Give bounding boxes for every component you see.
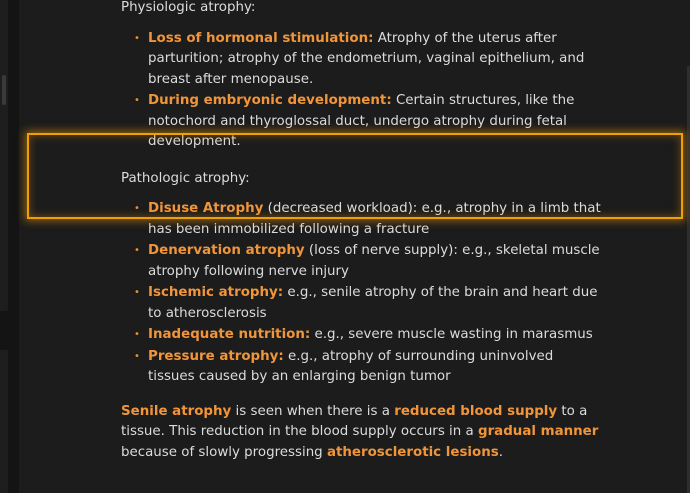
term: Loss of hormonal stimulation:	[148, 30, 374, 46]
description: (decreased workload): e.g., atrophy in a limb that has been immobilized following a fracture	[148, 201, 601, 237]
term: During embryonic development:	[148, 93, 392, 108]
text-run: because of slowly progressing	[121, 444, 327, 460]
pathologic-heading: Pathologic atrophy:	[121, 170, 250, 186]
bullet-icon: •	[134, 350, 140, 362]
text-run: is seen when there is a	[231, 403, 395, 419]
description: Atrophy of the uterus after parturition; atrophy of the endometrium, vaginal epithelium, and breast after menopause.	[148, 30, 585, 87]
list-item	[134, 325, 601, 346]
text-run: to a tissue. This reduction in the blood supply occurs in a	[121, 403, 588, 439]
list-item	[134, 91, 601, 153]
description: Certain structures, like the notochord and thyroglossal duct, undergo atrophy during fetal development.	[148, 93, 575, 149]
term: Senile atrophy	[121, 403, 232, 419]
list-item	[134, 199, 601, 240]
text-run: .	[498, 444, 503, 460]
list-item	[134, 29, 601, 91]
description: (loss of nerve supply): e.g., skeletal muscle atrophy following nerve injury	[148, 243, 600, 279]
list-item	[134, 241, 601, 282]
term: Ischemic atrophy:	[148, 285, 284, 300]
left-panel-scrollbar[interactable]	[2, 75, 6, 105]
bullet-icon: •	[134, 95, 140, 106]
bullet-icon: •	[134, 245, 140, 256]
left-panel-card-lower	[0, 350, 8, 493]
term: Pressure atrophy:	[148, 348, 284, 364]
term: gradual manner	[477, 424, 599, 439]
bullet-icon: •	[134, 32, 140, 44]
description: e.g., senile atrophy of the brain and heart due to atherosclerosis	[148, 285, 598, 321]
physiologic-heading: Physiologic atrophy:	[121, 0, 256, 15]
description: e.g., severe muscle wasting in marasmus	[310, 327, 593, 342]
term: reduced blood supply	[394, 403, 558, 419]
bullet-icon: •	[134, 287, 140, 298]
bullet-icon: •	[134, 203, 140, 214]
description: e.g., atrophy of surrounding uninvolved tissues caused by an enlarging benign tumor	[148, 348, 554, 384]
bullet-icon: •	[134, 329, 140, 340]
term: Denervation atrophy	[148, 243, 305, 258]
term: Inadequate nutrition:	[148, 327, 311, 342]
left-panel-gap	[0, 311, 8, 350]
senile-atrophy-paragraph	[121, 402, 601, 464]
physiologic-list	[121, 29, 601, 153]
panel-divider[interactable]	[8, 0, 19, 493]
list-item	[134, 283, 601, 324]
term: atherosclerotic lesions	[326, 444, 499, 460]
list-item	[134, 347, 601, 388]
pathologic-list	[121, 199, 601, 388]
document-content	[121, 0, 601, 463]
term: Disuse Atrophy	[148, 201, 264, 216]
left-panel-card	[0, 0, 8, 311]
